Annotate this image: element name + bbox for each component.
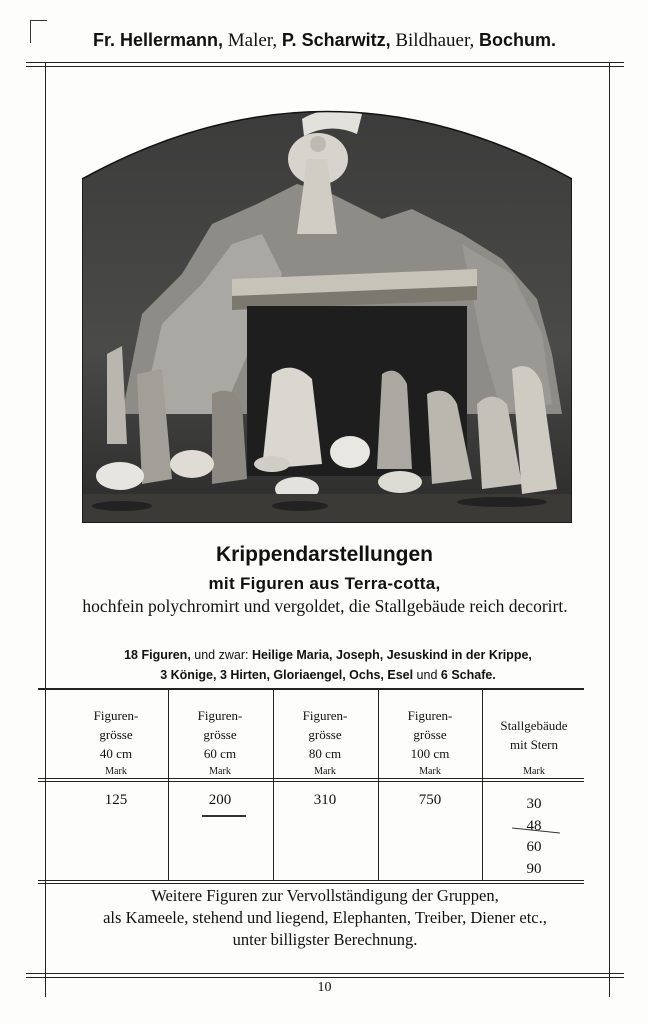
frame-top-rule-2 xyxy=(26,66,624,67)
frame-left-rule xyxy=(45,62,46,980)
frame-right-rule xyxy=(609,62,610,980)
header-name-1: Fr. Hellermann, xyxy=(92,30,224,50)
figure-list-line-2b: 6 Schafe. xyxy=(440,668,496,682)
header-city: Bochum. xyxy=(479,30,557,50)
catalog-title: Krippendarstellungen xyxy=(215,543,434,566)
unit-label: Mark xyxy=(523,766,545,777)
contents-connector: und zwar: xyxy=(190,648,252,662)
header-role-1: Maler, xyxy=(227,30,278,51)
frame-bottom-rule xyxy=(26,973,624,974)
unit-label: Mark xyxy=(419,766,441,777)
stable-price: 48 xyxy=(526,817,542,834)
figure-list-line-2a: 3 Könige, 3 Hirten, Gloriaengel, Ochs, Esel xyxy=(160,668,414,682)
column-header-100cm: Figuren- grösse 100 cm xyxy=(407,708,453,761)
table-header-rule-2 xyxy=(38,781,584,782)
price-100cm: 750 xyxy=(418,792,442,808)
page-number: 10 xyxy=(317,980,332,995)
column-header-40cm: Figuren- grösse 40 cm xyxy=(93,708,139,761)
figure-contents xyxy=(48,645,608,685)
stable-price: 30 xyxy=(526,796,542,812)
unit-label: Mark xyxy=(105,766,127,777)
header-name-2: P. Scharwitz, xyxy=(281,30,391,50)
column-header-60cm: Figuren- grösse 60 cm xyxy=(197,708,243,761)
price-40cm: 125 xyxy=(104,792,128,808)
column-header-80cm: Figuren- grösse 80 cm xyxy=(302,708,348,761)
stable-prices xyxy=(482,794,586,880)
price-60cm: 200 xyxy=(208,792,232,808)
additional-figures-note: Weitere Figuren zur Vervollständigung der Gruppen, als Kameele, stehend und liegend, Elephanten, Treiber, Diener etc., unter billigster Berechnung. xyxy=(103,886,547,949)
stable-price: 90 xyxy=(526,860,542,877)
frame-bottom-rule-2 xyxy=(26,977,624,978)
figure-count: 18 Figuren, xyxy=(124,648,191,662)
table-top-rule xyxy=(38,688,584,690)
frame-top-rule xyxy=(26,62,624,63)
nativity-photograph xyxy=(82,84,572,523)
figure-list-line-1: Heilige Maria, Joseph, Jesuskind in der Krippe, xyxy=(251,648,532,662)
catalog-subtitle: mit Figuren aus Terra-cotta, xyxy=(208,574,441,593)
catalog-description: hochfein polychromirt und vergoldet, die Stallgebäude reich decorirt. xyxy=(82,596,568,616)
table-header-rule xyxy=(38,778,584,779)
contents-and: und xyxy=(413,668,441,682)
unit-label: Mark xyxy=(314,766,336,777)
stable-price: 60 xyxy=(526,839,542,855)
page-header xyxy=(0,30,649,52)
table-bottom-rule-2 xyxy=(38,883,584,884)
pen-underline-mark xyxy=(202,815,246,817)
column-header-stable: Stallgebäude mit Stern xyxy=(500,718,568,752)
price-80cm: 310 xyxy=(313,792,337,808)
unit-label: Mark xyxy=(209,766,231,777)
table-bottom-rule xyxy=(38,880,584,881)
header-role-2: Bildhauer, xyxy=(395,30,475,51)
